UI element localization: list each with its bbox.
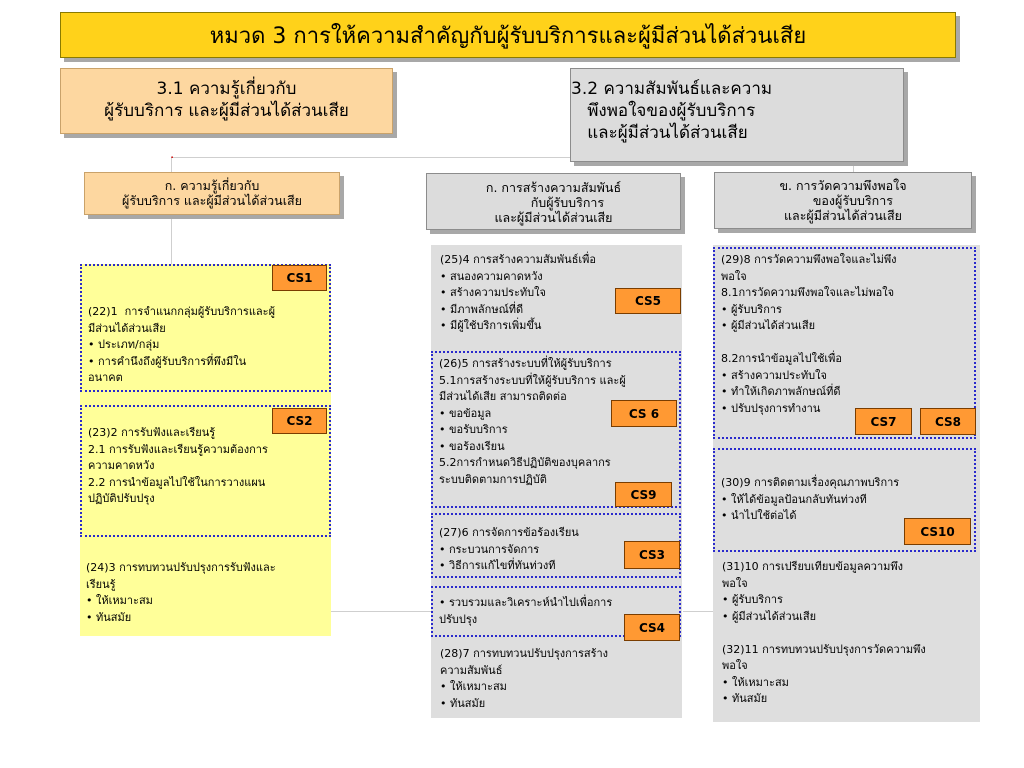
item-29-box: (29)8 การวัดความพึงพอใจและไม่พึง พอใจ 8.1การวัดความพึงพอใจและไม่พอใจ • ผู้รับบริการ • ผู้มีส่วนได้ส่วนเสีย 8.2การนำข้อมูลไปใช้เพื่อ • สร้างความประทับใจ • ทำให้เกิดภาพลักษณ์ที่ดี • ปรับปรุงการทำงาน	[713, 247, 976, 439]
section-3-2-header: 3.2 ความสัมพันธ์และความ พึงพอใจของผู้รับบริการ และผู้มีส่วนได้ส่วนเสีย	[570, 68, 904, 162]
item-28-box: (28)7 การทบทวนปรับปรุงการสร้าง ความสัมพันธ์ • ให้เหมาะสม • ทันสมัย	[440, 647, 609, 710]
column-fill	[80, 537, 331, 546]
cs4-badge: CS4	[624, 614, 680, 641]
subheader-knowledge: ก. ความรู้เกี่ยวกับ ผู้รับบริการ และผู้มีส่วนได้ส่วนเสีย	[84, 172, 340, 215]
item-24-box: (24)3 การทบทวนปรับปรุงการรับฟังและ เรียนรู้ • ให้เหมาะสม • ทันสมัย	[80, 546, 331, 636]
item-22-box: (22)1 การจำแนกกลุ่มผู้รับบริการและผู้ มีส่วนได้ส่วนเสีย • ประเภท/กลุ่ม • การคำนึงถึงผู้รับบริการที่พึงมีใน อนาคต	[80, 264, 331, 392]
section-3-1-header: 3.1 ความรู้เกี่ยวกับ ผู้รับบริการ และผู้มีส่วนได้ส่วนเสีย	[60, 68, 393, 134]
cs8-badge: CS8	[920, 408, 976, 435]
item-27-box: (27)6 การจัดการข้อร้องเรียน • กระบวนการจัดการ • วิธีการแก้ไขที่ทันท่วงที	[431, 513, 681, 578]
item-25-box: (25)4 การสร้างความสัมพันธ์เพื่อ • สนองความคาดหวัง • สร้างความประทับใจ • มีภาพลักษณ์ที่ดี • มีผู้ใช้บริการเพิ่มขึ้น	[440, 253, 597, 332]
item-31-32-box: (31)10 การเปรียบเทียบข้อมูลความพึง พอใจ • ผู้รับบริการ • ผู้มีส่วนได้ส่วนเสีย (32)11 การทบทวนปรับปรุงการวัดความพึง พอใจ • ให้เหมาะสม • ทันสมัย	[722, 560, 926, 705]
item-26-box: (26)5 การสร้างระบบที่ให้ผู้รับบริการ 5.1การสร้างระบบที่ให้ผู้รับบริการ และผู้ มีส่วนได้เสีย สามารถติดต่อ • ขอข้อมูล • ขอรับบริการ • ขอร้องเรียน 5.2การกำหนดวิธีปฏิบัติของบุคลากร ระบบติดตามการปฏิบัติ	[431, 351, 681, 508]
cs1-badge: CS1	[272, 265, 327, 291]
item-27-followup-box: • รวบรวมและวิเคราะห์นำไปเพื่อการ ปรับปรุง	[431, 586, 681, 637]
column-fill	[80, 392, 331, 405]
cs5-badge: CS5	[615, 288, 681, 314]
small-marker: ▪	[171, 155, 174, 159]
cs7-badge: CS7	[855, 408, 912, 435]
subheader-satisfaction: ข. การวัดความพึงพอใจ ของผู้รับบริการ และผู้มีส่วนได้ส่วนเสีย	[714, 172, 972, 229]
cs3-badge: CS3	[624, 541, 680, 569]
page-title: หมวด 3 การให้ความสำคัญกับผู้รับบริการและผู้มีส่วนได้ส่วนเสีย	[60, 12, 956, 58]
item-23-box: (23)2 การรับฟังและเรียนรู้ 2.1 การรับฟังและเรียนรู้ความต้องการ ความคาดหวัง 2.2 การนำข้อมูลไปใช้ในการวางแผน ปฏิบัติปรับปรุง	[80, 405, 331, 537]
item-30-box: (30)9 การติดตามเรื่องคุณภาพบริการ • ให้ได้ข้อมูลป้อนกลับทันท่วงที • นำไปใช้ต่อได้	[713, 448, 976, 552]
cs10-badge: CS10	[904, 518, 971, 545]
cs6-badge: CS 6	[611, 400, 677, 427]
connector-line	[683, 611, 713, 612]
cs9-badge: CS9	[615, 482, 672, 507]
cs2-badge: CS2	[272, 408, 327, 434]
subheader-relationship: ก. การสร้างความสัมพันธ์ กับผู้รับบริการ และผู้มีส่วนได้ส่วนเสีย	[426, 173, 681, 230]
